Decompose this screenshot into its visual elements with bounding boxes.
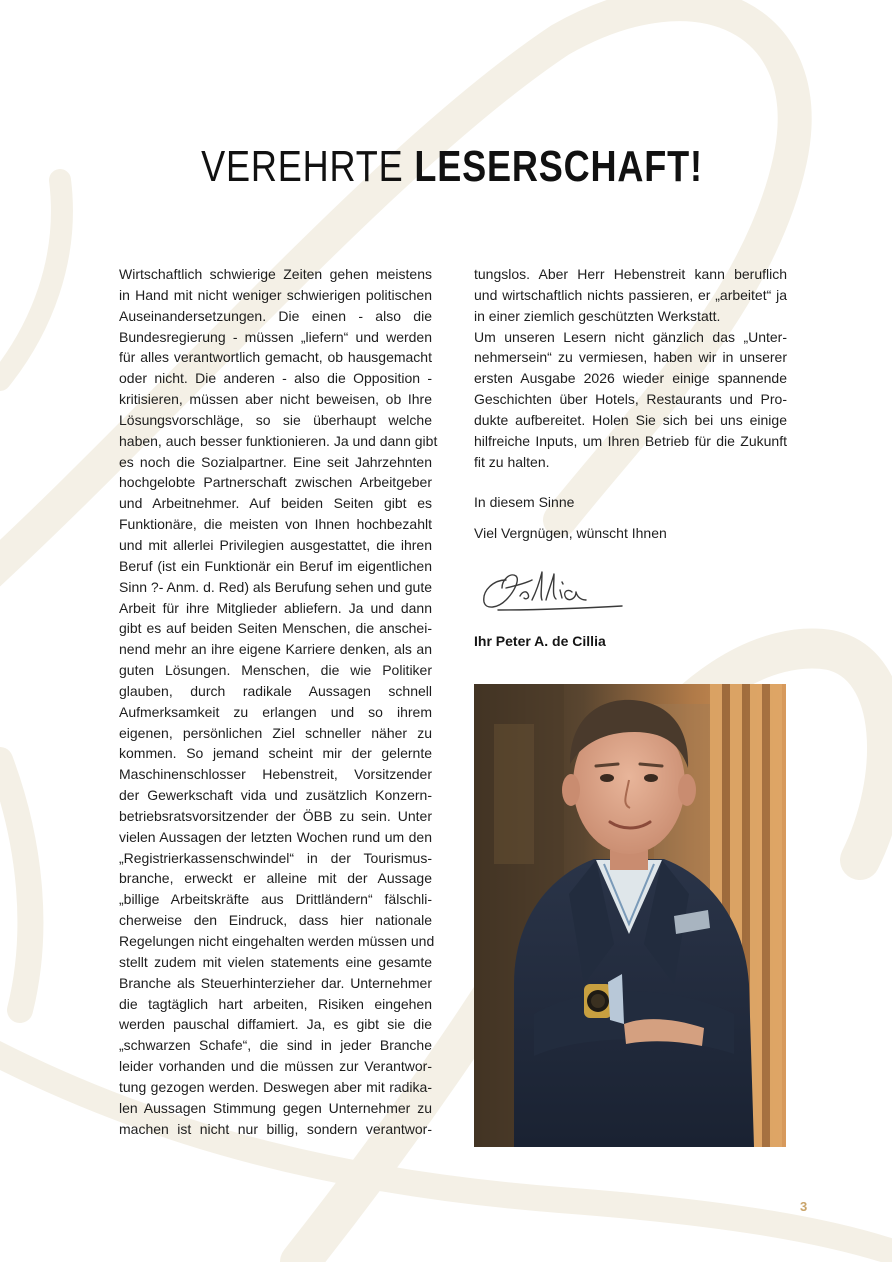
article-left-column xyxy=(119,264,438,1139)
text-line: es noch die Sozialpartner. Eine seit Jahrzehnten xyxy=(119,453,432,470)
text-line: Geschichten über Hotels, Restaurants und Pro- xyxy=(474,391,787,408)
text-line: und Arbeitnehmer. Auf beiden Seiten gibt es xyxy=(119,495,432,512)
text-line: Beruf (ist ein Funktionär ein Beruf im eigentlichen xyxy=(119,557,432,574)
text-line: und mit allerlei Privilegien ausgestattet, die ihren xyxy=(119,536,432,553)
text-line: tung gezogen werden. Deswegen aber mit radika- xyxy=(119,1078,432,1095)
text-line: leider vorhanden und die müssen zur Verantwor- xyxy=(119,1058,432,1075)
text-line: werden pauschal diffamiert. Ja, es gibt sie die xyxy=(119,1016,432,1033)
text-line: stellt zudem mit vielen statements eine gesamte xyxy=(119,953,432,970)
text-line: nend mehr an ihre eigene Karriere denken, als an xyxy=(119,641,432,658)
text-line: kritisieren, müssen aber nicht beweisen, ob Ihre xyxy=(119,391,432,408)
text-line: Sinn ?- Anm. d. Red) als Berufung sehen und gute xyxy=(119,578,432,595)
page-number: 3 xyxy=(800,1199,808,1214)
text-line: hilfreiche Inputs, um Ihren Betrieb für die Zukunft xyxy=(474,432,787,449)
text-line: branche, erweckt er alleine mit der Aussage xyxy=(119,870,432,887)
paragraph-gap xyxy=(474,472,787,492)
text-line: und wirtschaftlich nichts passieren, er „arbeitet“ ja xyxy=(474,286,787,303)
text-line: in einer ziemlich geschützten Werkstatt. xyxy=(474,307,721,324)
text-line: Arbeit für ihre Mitglieder abliefern. Ja und dann xyxy=(119,599,432,616)
page-title xyxy=(81,142,822,192)
text-line: gibt es auf beiden Seiten Menschen, die anschei- xyxy=(119,620,432,637)
text-line: oder nicht. Die anderen - also die Opposition - xyxy=(119,370,432,387)
text-line: Regelungen nicht eingehalten werden müssen und xyxy=(119,933,435,949)
text-line: tungslos. Aber Herr Hebenstreit kann beruflich xyxy=(474,266,787,282)
paragraph-gap xyxy=(474,513,787,523)
text-line: der Gewerkschaft vida und zusätzlich Konzern- xyxy=(119,787,432,804)
signature-name: Ihr Peter A. de Cillia xyxy=(474,633,606,649)
text-line: Maschinenschlosser Hebenstreit, Vorsitzender xyxy=(119,766,432,783)
text-line: eigenen, persönlichen Ziel schneller näher zu xyxy=(119,724,432,741)
text-line: Branche als Steuerhinterzieher dar. Unternehmer xyxy=(119,974,432,991)
text-line: haben, auch besser funktionieren. Ja und dann gibt xyxy=(119,432,438,449)
text-line: glauben, durch radikale Aussagen schnell xyxy=(119,682,432,699)
text-line: Lösungsvorschläge, so sie überhaupt welche xyxy=(119,411,432,428)
closing-line: In diesem Sinne xyxy=(474,494,575,511)
text-line: fit zu halten. xyxy=(474,453,550,470)
title-bold: LESERSCHAFT! xyxy=(414,142,703,191)
text-line: Um unseren Lesern nicht gänzlich das „Unter- xyxy=(474,328,787,345)
text-line: die tagtäglich hart arbeiten, Risiken eingehen xyxy=(119,995,432,1012)
text-line: betriebsratsvorsitzender der ÖBB zu sein. Unter xyxy=(119,807,432,824)
text-line: hochgelobte Partnerschaft zwischen Arbeitgeber xyxy=(119,474,432,491)
title-light: VEREHRTE xyxy=(201,142,404,191)
text-line: kommen. So jemand scheint mir der gelernte xyxy=(119,745,432,762)
text-line: cherweise den Eindruck, dass hier nationale xyxy=(119,912,432,929)
text-line: vielen Aussagen der letzten Wochen rund um den xyxy=(119,828,432,845)
handwritten-signature-icon xyxy=(476,566,626,616)
text-line: in Hand mit nicht weniger schwierigen politischen xyxy=(119,286,432,303)
text-line: „schwarzen Schafe“, die sind in jeder Branche xyxy=(119,1037,432,1054)
portrait-photo xyxy=(474,684,786,1147)
text-line: Bundesregierung - müssen „liefern“ und werden xyxy=(119,328,432,345)
text-line: guten Lösungen. Menschen, die wie Politiker xyxy=(119,662,432,679)
text-line: „Registrierkassenschwindel“ in der Tourismus- xyxy=(119,849,432,866)
text-line: ersten Ausgabe 2026 wieder einige spannende xyxy=(474,370,787,387)
text-line: nehmersein“ zu vermiesen, haben wir in unserer xyxy=(474,349,787,366)
text-line: machen ist nicht nur billig, sondern verantwor- xyxy=(119,1120,432,1137)
text-line: Auseinandersetzungen. Die einen - also die xyxy=(119,307,432,324)
text-line: Aufmerksamkeit zu erlangen und so ihrem xyxy=(119,703,432,720)
text-line: Funktionäre, die meisten von Ihnen hochbezahlt xyxy=(119,516,432,533)
text-line: dukte aufbereitet. Holen Sie sich bei uns einige xyxy=(474,411,787,428)
text-line: len Aussagen Stimmung gegen Unternehmer zu xyxy=(119,1099,432,1116)
text-line: „billige Arbeitskräfte aus Drittländern“ fälschli- xyxy=(119,891,432,908)
text-line: für alles verantwortlich gemacht, ob hausgemacht xyxy=(119,349,432,366)
closing-line: Viel Vergnügen, wünscht Ihnen xyxy=(474,525,667,542)
article-right-column xyxy=(474,264,787,544)
text-line: Wirtschaftlich schwierige Zeiten gehen meistens xyxy=(119,266,432,282)
